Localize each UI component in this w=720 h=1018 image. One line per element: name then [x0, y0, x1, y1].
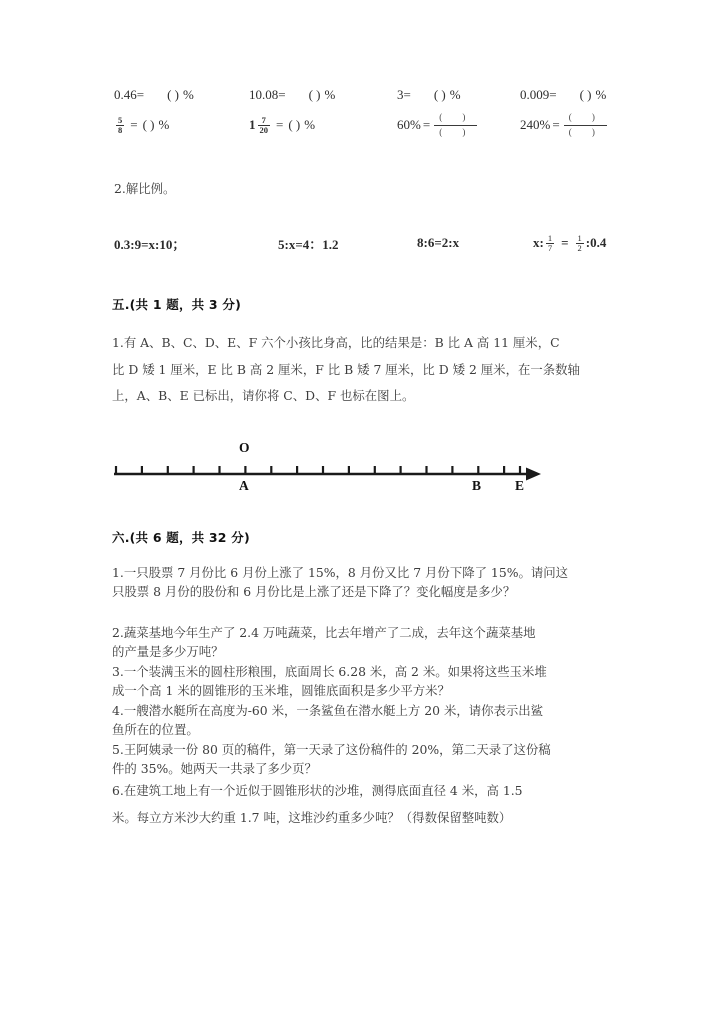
percent-sign: % — [304, 117, 316, 132]
equals-sign: = — [561, 235, 569, 250]
number-line-label-E: E — [515, 478, 525, 493]
conversion-item-0 — [114, 82, 194, 108]
percent-sign: % — [324, 87, 336, 102]
number-line-label-B: B — [472, 478, 482, 493]
answer-blank[interactable]: ( ) — [433, 87, 446, 102]
section-six-heading: 六.(共 6 题，共 32 分) — [112, 530, 250, 545]
fraction-numerator: 5 — [118, 114, 123, 125]
conversion-row-2 — [106, 112, 626, 138]
conversion-item-3 — [520, 82, 606, 108]
question-line: 1.一只股票 7 月份比 6 月份上涨了 15%，8 月份又比 7 月份下降了 15%。请问这 — [112, 565, 569, 580]
fraction-denominator: 7 — [547, 242, 553, 253]
question-line: 件的 35%。她两天一共录了多少页？ — [112, 761, 317, 777]
question-line: 鱼所在的位置。 — [112, 722, 199, 738]
conversion-expression: 0.009= — [520, 87, 557, 102]
section-six-question-3 — [112, 662, 624, 700]
answer-blank[interactable]: ( ) — [142, 117, 155, 132]
mixed-number-one-and-seven-twentieths — [249, 116, 272, 135]
conversion-item-1 — [249, 82, 335, 108]
percent-sign: % — [183, 87, 194, 102]
number-line-diagram — [106, 440, 546, 507]
proportion-row — [106, 231, 626, 257]
fraction-denominator-blank[interactable]: ( ) — [564, 125, 607, 138]
question-line: 4.一艘潜水艇所在高度为-60 米，一条鲨鱼在潜水艇上方 20 米，请你表示出鲨 — [112, 703, 544, 718]
percent-sign: % — [595, 87, 607, 102]
answer-blank[interactable]: ( ) — [308, 87, 321, 102]
conversion-item-7 — [520, 112, 607, 138]
fraction-denominator: 20 — [259, 124, 268, 135]
question-line: 只股票 8 月份的股份和 6 月份比是上涨了还是下降了？变化幅度是多少？ — [112, 584, 516, 600]
answer-blank[interactable]: ( ) — [288, 117, 301, 132]
conversion-row-1 — [106, 82, 626, 108]
fraction-answer-blank[interactable] — [434, 112, 477, 138]
section-six-question-4 — [112, 701, 624, 739]
proportion-item-3 — [533, 231, 606, 255]
fraction-seven-twentieths — [258, 116, 271, 135]
fraction-numerator-blank[interactable]: ( ) — [568, 112, 604, 123]
equals-sign: = — [276, 117, 284, 132]
answer-blank[interactable]: ( ) — [579, 87, 592, 102]
proportion-prefix: x: — [533, 235, 544, 250]
fraction-answer-blank[interactable] — [564, 112, 607, 138]
number-line-arrow-icon — [526, 468, 541, 481]
question-line: 比 D 矮 1 厘米，E 比 B 高 2 厘米，F 比 B 矮 7 厘米，比 D 矮 2 厘米，在一条数轴 — [112, 361, 580, 377]
equals-sign: = — [130, 117, 138, 132]
percent-expression: 60% — [397, 117, 421, 132]
question-line: 上，A、B、E 已标出，请你将 C、D、F 也标在图上。 — [112, 388, 415, 404]
percent-expression: 240% — [520, 117, 551, 132]
fraction-numerator: 1 — [547, 232, 553, 243]
fraction-one-seventh — [546, 234, 554, 253]
section-six-question-6 — [112, 778, 624, 831]
mixed-whole-part: 1 — [249, 117, 256, 132]
fraction-denominator: 8 — [118, 124, 123, 135]
proportion-item-2: 8:6=2:x — [417, 235, 460, 250]
question-line: 5.王阿姨录一份 80 页的稿件，第一天录了这份稿件的 20%，第二天录了这份稿 — [112, 742, 551, 757]
number-line-label-A: A — [239, 478, 249, 493]
fraction-five-eighths — [116, 116, 124, 135]
question-line: 3.一个装满玉米的圆柱形粮围，底面周长 6.28 米，高 2 米。如果将这些玉米堆 — [112, 664, 547, 679]
equals-sign: = — [422, 117, 431, 132]
section-five-heading: 五.(共 1 题，共 3 分) — [112, 297, 241, 312]
question-line: 1.有 A、B、C、D、E、F 六个小孩比身高，比的结果是：B 比 A 高 11 厘米，C — [112, 335, 560, 350]
proportion-item-1: 5:x=4：1.2 — [278, 236, 339, 252]
section-six-question-5 — [112, 740, 624, 778]
conversion-expression: 3= — [397, 87, 411, 102]
section-five-question — [112, 330, 622, 410]
question-line: 6.在建筑工地上有一个近似于圆锥形状的沙堆，测得底面直径 4 米，高 1.5 — [112, 783, 523, 798]
question-line: 成一个高 1 米的圆锥形的玉米堆，圆锥底面积是多少平方米？ — [112, 683, 450, 699]
fraction-denominator: 2 — [577, 242, 582, 253]
proportion-item-0: 0.3:9=x:10； — [114, 236, 186, 252]
question-line: 的产量是多少万吨？ — [112, 644, 224, 660]
conversion-item-5 — [249, 112, 315, 138]
fraction-numerator-blank[interactable]: ( ) — [439, 112, 475, 123]
question-line: 2.蔬菜基地今年生产了 2.4 万吨蔬菜，比去年增产了二成，去年这个蔬菜基地 — [112, 625, 536, 640]
equals-sign: = — [552, 117, 560, 132]
section-six-question-2 — [112, 623, 624, 661]
answer-blank[interactable]: ( ) — [167, 87, 180, 102]
fraction-denominator-blank[interactable]: ( ) — [434, 125, 477, 138]
conversion-item-4 — [114, 112, 169, 138]
conversion-item-6 — [397, 112, 477, 138]
question-line: 米。每立方米沙大约重 1.7 吨，这堆沙约重多少吨？（得数保留整吨数） — [112, 809, 512, 825]
proportion-suffix: :0.4 — [585, 235, 607, 250]
fraction-numerator: 7 — [261, 114, 266, 125]
percent-sign: % — [158, 117, 170, 132]
solve-proportion-heading: 2.解比例。 — [114, 181, 176, 196]
conversion-expression: 10.08= — [249, 87, 286, 102]
conversion-expression: 0.46= — [114, 87, 145, 102]
fraction-one-half — [576, 234, 584, 253]
section-six-question-1 — [112, 563, 624, 601]
conversion-item-2 — [397, 82, 461, 108]
percent-sign: % — [449, 87, 461, 102]
number-line-label-O: O — [239, 440, 250, 455]
fraction-numerator: 1 — [577, 232, 582, 243]
